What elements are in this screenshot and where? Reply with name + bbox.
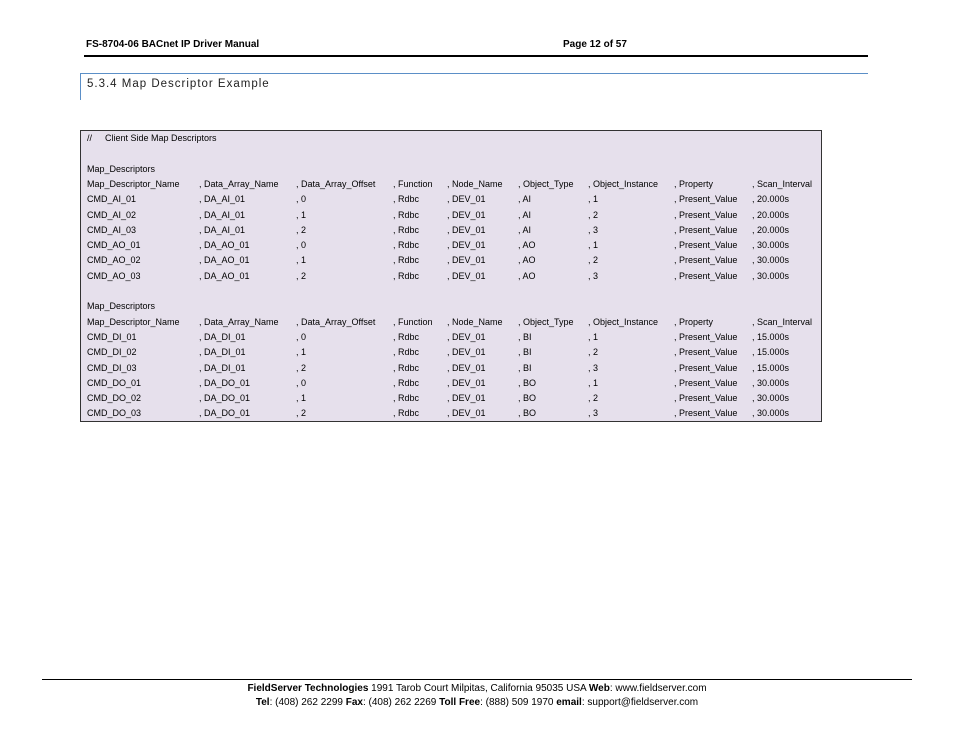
code-cell: , Data_Array_Offset bbox=[296, 316, 376, 327]
code-cell: , Object_Type bbox=[518, 316, 574, 327]
code-cell: CMD_AI_03 bbox=[87, 224, 137, 235]
code-cell: , Present_Value bbox=[674, 209, 738, 220]
code-cell: , 30.000s bbox=[752, 270, 790, 281]
code-cell: CMD_DI_03 bbox=[87, 362, 137, 373]
code-cell: , Property bbox=[674, 316, 714, 327]
code-cell: , DA_AI_01 bbox=[199, 209, 246, 220]
code-data-row bbox=[81, 406, 821, 421]
footer-web-value: : www.fieldserver.com bbox=[609, 683, 707, 694]
footer-tel-label: Tel bbox=[255, 697, 270, 708]
code-cell: , Present_Value bbox=[674, 224, 738, 235]
code-cell: CMD_DO_02 bbox=[87, 393, 142, 404]
code-cell: CMD_AO_01 bbox=[87, 240, 141, 251]
header-page-number: Page 12 of 57 bbox=[563, 39, 627, 50]
code-cell: , 1 bbox=[296, 209, 307, 220]
code-cell: , Present_Value bbox=[674, 408, 738, 419]
code-block-title bbox=[81, 299, 821, 314]
code-cell: , Rdbc bbox=[393, 362, 420, 373]
code-cell: , Present_Value bbox=[674, 331, 738, 342]
code-block-title-text: Map_Descriptors bbox=[87, 163, 156, 174]
code-cell: , Object_Instance bbox=[588, 178, 659, 189]
code-data-row bbox=[81, 391, 821, 406]
code-cell: , 2 bbox=[588, 393, 599, 404]
code-cell: , 30.000s bbox=[752, 408, 790, 419]
code-data-row bbox=[81, 192, 821, 207]
code-cell: , Rdbc bbox=[393, 209, 420, 220]
code-cell: , Rdbc bbox=[393, 331, 420, 342]
code-cell: , Present_Value bbox=[674, 255, 738, 266]
code-cell: , Rdbc bbox=[393, 347, 420, 358]
code-cell: , DA_DI_01 bbox=[199, 362, 246, 373]
code-cell: , DEV_01 bbox=[447, 209, 486, 220]
code-cell: , AI bbox=[518, 194, 532, 205]
code-cell: CMD_DO_01 bbox=[87, 377, 142, 388]
code-block-title-text: Map_Descriptors bbox=[87, 301, 156, 312]
code-cell: , 0 bbox=[296, 194, 307, 205]
code-cell: CMD_AO_02 bbox=[87, 255, 141, 266]
code-cell: , BI bbox=[518, 362, 532, 373]
comment-text: Client Side Map Descriptors bbox=[105, 133, 217, 143]
code-cell: , Property bbox=[674, 178, 714, 189]
code-cell: , DA_AO_01 bbox=[199, 270, 250, 281]
code-cell: , DA_DO_01 bbox=[199, 408, 251, 419]
footer-web-label: Web bbox=[588, 683, 610, 694]
code-cell: , DEV_01 bbox=[447, 362, 486, 373]
code-cell: , 2 bbox=[296, 224, 307, 235]
code-cell: , 2 bbox=[588, 255, 599, 266]
footer-rule bbox=[42, 679, 912, 680]
code-cell: , Present_Value bbox=[674, 194, 738, 205]
footer-fax-value: : (408) 262 2269 bbox=[362, 697, 440, 708]
header-rule bbox=[84, 55, 868, 57]
code-cell: , DEV_01 bbox=[447, 393, 486, 404]
code-cell: , BI bbox=[518, 347, 532, 358]
code-cell: , Object_Type bbox=[518, 178, 574, 189]
code-cell: , 20.000s bbox=[752, 194, 790, 205]
footer-email-label: email bbox=[556, 697, 582, 708]
code-cell: , Present_Value bbox=[674, 377, 738, 388]
footer-address: 1991 Tarob Court Milpitas, California 95035 USA bbox=[368, 683, 589, 694]
code-cell: Map_Descriptor_Name bbox=[87, 316, 180, 327]
code-cell: , Data_Array_Offset bbox=[296, 178, 376, 189]
code-cell: , Data_Array_Name bbox=[199, 178, 279, 189]
code-cell: , 1 bbox=[296, 393, 307, 404]
code-cell: CMD_AO_03 bbox=[87, 270, 141, 281]
code-cell: , 1 bbox=[588, 240, 599, 251]
code-data-row bbox=[81, 253, 821, 268]
code-cell: , Function bbox=[393, 178, 433, 189]
code-cell: , 20.000s bbox=[752, 224, 790, 235]
code-cell: , 15.000s bbox=[752, 331, 790, 342]
code-cell: , DEV_01 bbox=[447, 194, 486, 205]
code-cell: , Data_Array_Name bbox=[199, 316, 279, 327]
header-doc-title: FS-8704-06 BACnet IP Driver Manual bbox=[86, 39, 260, 50]
code-cell: , Present_Value bbox=[674, 240, 738, 251]
code-cell: , Rdbc bbox=[393, 224, 420, 235]
code-cell: , DA_DO_01 bbox=[199, 393, 251, 404]
code-cell: , Node_Name bbox=[447, 316, 503, 327]
code-cell: , 3 bbox=[588, 362, 599, 373]
code-cell: , Rdbc bbox=[393, 240, 420, 251]
code-cell: , 3 bbox=[588, 408, 599, 419]
code-cell: CMD_DI_01 bbox=[87, 331, 137, 342]
code-cell: , Present_Value bbox=[674, 270, 738, 281]
code-cell: CMD_DI_02 bbox=[87, 347, 137, 358]
footer-tollfree-value: : (888) 509 1970 bbox=[480, 697, 557, 708]
section-heading: 5.3.4 Map Descriptor Example bbox=[87, 78, 270, 90]
code-cell: , AO bbox=[518, 240, 536, 251]
code-cell: , DEV_01 bbox=[447, 331, 486, 342]
code-data-row bbox=[81, 361, 821, 376]
code-cell: , 0 bbox=[296, 240, 307, 251]
code-data-row bbox=[81, 330, 821, 345]
code-cell: , 1 bbox=[588, 194, 599, 205]
code-cell: , 1 bbox=[296, 255, 307, 266]
code-cell: , Scan_Interval bbox=[752, 178, 813, 189]
code-cell: , Node_Name bbox=[447, 178, 503, 189]
code-data-row bbox=[81, 208, 821, 223]
code-block-title bbox=[81, 162, 821, 177]
code-cell: , 2 bbox=[296, 270, 307, 281]
code-cell: , 1 bbox=[588, 377, 599, 388]
code-cell: , 30.000s bbox=[752, 255, 790, 266]
code-cell: , 2 bbox=[588, 347, 599, 358]
footer-email-value: : support@fieldserver.com bbox=[581, 697, 699, 708]
code-cell: , DEV_01 bbox=[447, 255, 486, 266]
code-cell: , Rdbc bbox=[393, 255, 420, 266]
code-cell: , BO bbox=[518, 408, 537, 419]
code-cell: , Rdbc bbox=[393, 393, 420, 404]
code-comment-line bbox=[81, 131, 821, 146]
code-cell: , AO bbox=[518, 270, 536, 281]
code-cell: , DA_DO_01 bbox=[199, 377, 251, 388]
code-header-row bbox=[81, 177, 821, 192]
code-cell: Map_Descriptor_Name bbox=[87, 178, 180, 189]
code-data-row bbox=[81, 238, 821, 253]
code-cell: , DEV_01 bbox=[447, 408, 486, 419]
code-cell: , Scan_Interval bbox=[752, 316, 813, 327]
code-cell: , AO bbox=[518, 255, 536, 266]
code-cell: , DA_AI_01 bbox=[199, 194, 246, 205]
code-cell: , BO bbox=[518, 393, 537, 404]
code-cell: , Rdbc bbox=[393, 377, 420, 388]
code-cell: CMD_AI_02 bbox=[87, 209, 137, 220]
code-cell: , BO bbox=[518, 377, 537, 388]
code-data-row bbox=[81, 376, 821, 391]
code-cell: , DA_AO_01 bbox=[199, 240, 250, 251]
code-cell: , 30.000s bbox=[752, 393, 790, 404]
footer-tel-value: : (408) 262 2299 bbox=[269, 697, 346, 708]
code-cell: , DA_DI_01 bbox=[199, 347, 246, 358]
code-cell: CMD_AI_01 bbox=[87, 194, 137, 205]
code-cell: , Rdbc bbox=[393, 270, 420, 281]
code-data-row bbox=[81, 269, 821, 284]
code-cell: , 2 bbox=[588, 209, 599, 220]
code-header-row bbox=[81, 315, 821, 330]
code-cell: , BI bbox=[518, 331, 532, 342]
code-cell: , Rdbc bbox=[393, 194, 420, 205]
code-example-box bbox=[80, 130, 822, 422]
code-cell: , 15.000s bbox=[752, 347, 790, 358]
section-heading-box bbox=[80, 73, 868, 100]
footer-line-2 bbox=[0, 696, 954, 710]
code-data-row bbox=[81, 223, 821, 238]
code-cell: , 20.000s bbox=[752, 209, 790, 220]
code-cell: , 30.000s bbox=[752, 377, 790, 388]
code-cell: , AI bbox=[518, 209, 532, 220]
code-cell: , DEV_01 bbox=[447, 347, 486, 358]
code-cell: , Present_Value bbox=[674, 393, 738, 404]
code-cell: , 30.000s bbox=[752, 240, 790, 251]
code-cell: , 15.000s bbox=[752, 362, 790, 373]
code-cell: , DEV_01 bbox=[447, 377, 486, 388]
footer-fax-label: Fax bbox=[345, 697, 363, 708]
code-cell: , 2 bbox=[296, 408, 307, 419]
code-cell: , Present_Value bbox=[674, 362, 738, 373]
code-cell: , DEV_01 bbox=[447, 224, 486, 235]
footer-tollfree-label: Toll Free bbox=[439, 697, 481, 708]
code-cell: , 1 bbox=[296, 347, 307, 358]
code-cell: CMD_DO_03 bbox=[87, 408, 142, 419]
code-cell: , DA_AI_01 bbox=[199, 224, 246, 235]
code-cell: , 3 bbox=[588, 224, 599, 235]
code-cell: , 0 bbox=[296, 331, 307, 342]
code-cell: , Object_Instance bbox=[588, 316, 659, 327]
code-cell: , Rdbc bbox=[393, 408, 420, 419]
code-data-row bbox=[81, 345, 821, 360]
code-cell: , Function bbox=[393, 316, 433, 327]
code-cell: , 3 bbox=[588, 270, 599, 281]
comment-slashes: // bbox=[87, 133, 93, 143]
code-cell: , DEV_01 bbox=[447, 240, 486, 251]
code-cell: , 1 bbox=[588, 331, 599, 342]
code-cell: , AI bbox=[518, 224, 532, 235]
code-cell: , DEV_01 bbox=[447, 270, 486, 281]
footer-line-1 bbox=[0, 682, 954, 696]
footer-company: FieldServer Technologies bbox=[247, 683, 369, 694]
code-cell: , 0 bbox=[296, 377, 307, 388]
code-cell: , 2 bbox=[296, 362, 307, 373]
code-cell: , DA_DI_01 bbox=[199, 331, 246, 342]
code-cell: , DA_AO_01 bbox=[199, 255, 250, 266]
code-cell: , Present_Value bbox=[674, 347, 738, 358]
